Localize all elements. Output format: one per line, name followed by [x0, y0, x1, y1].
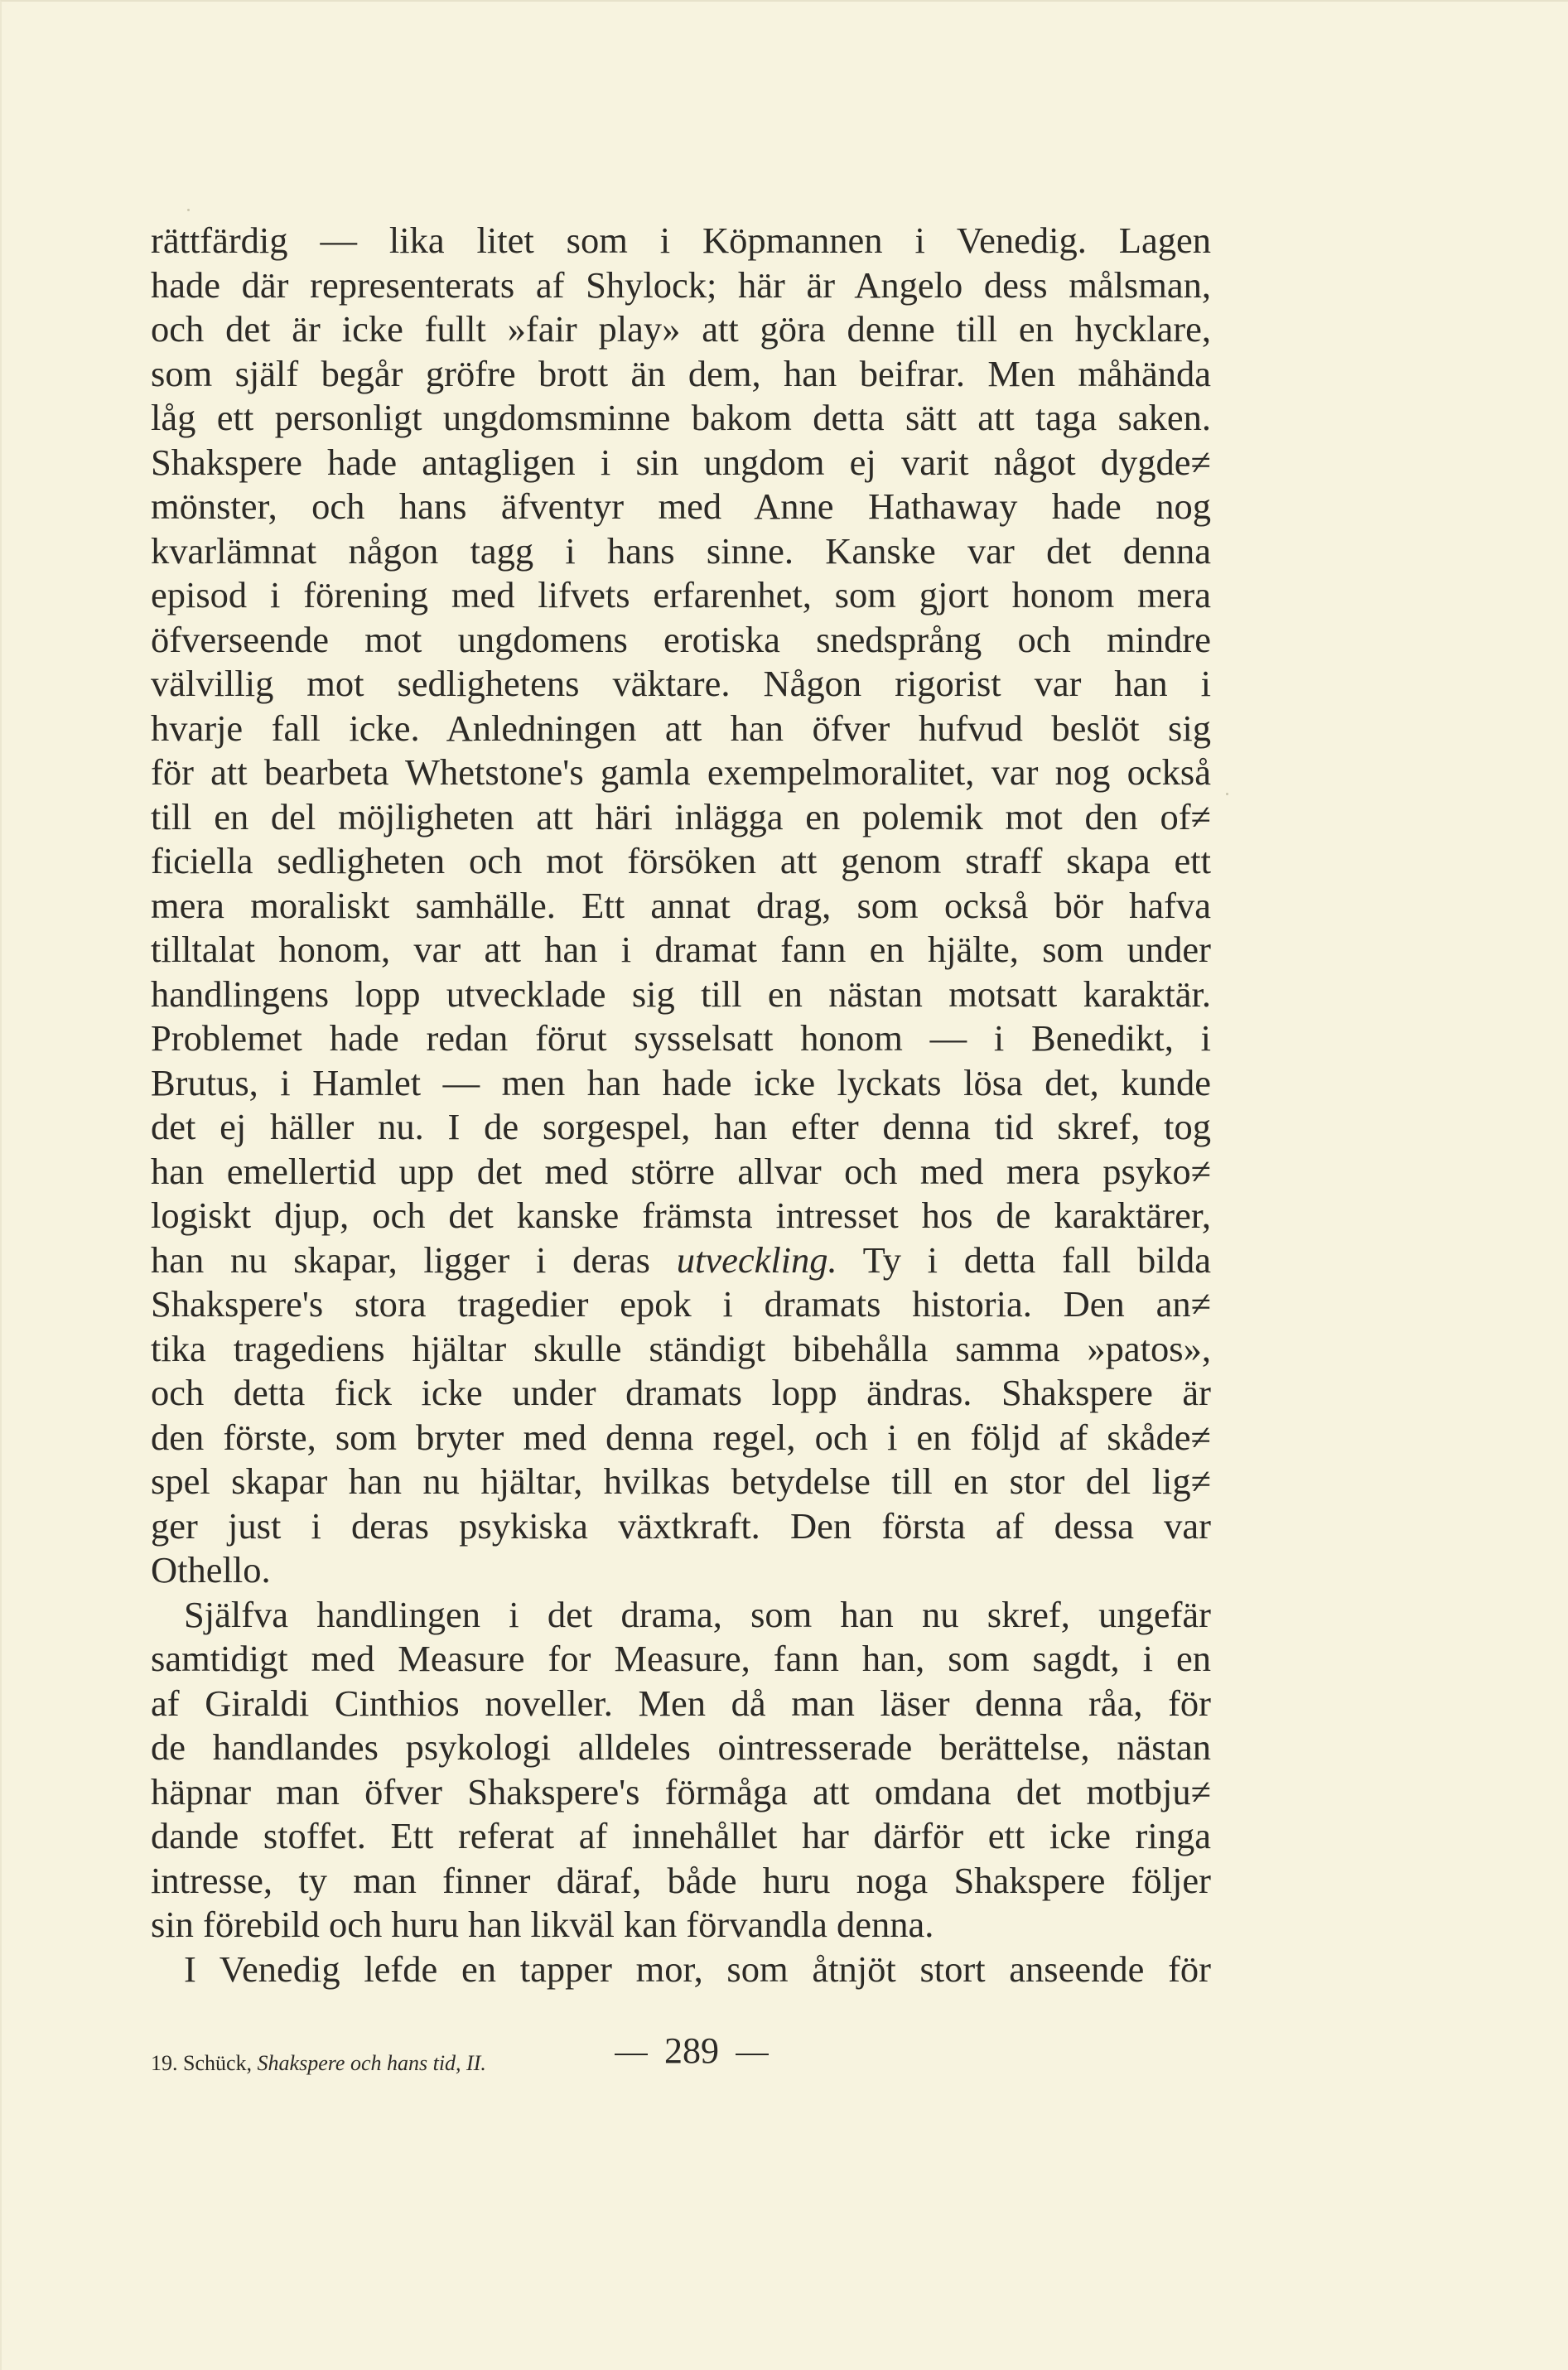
text-line: samtidigt med Measure for Measure, fann han, som sagdt, i en — [151, 1638, 1211, 1679]
text-line: sin förebild och huru han likväl kan förvandla denna. — [151, 1904, 934, 1945]
body-text — [151, 219, 1211, 1991]
text-line: tilltalat honom, var att han i dramat fann en hjälte, som under — [151, 929, 1211, 970]
text-line: som själf begår gröfre brott än dem, han beifrar. Men måhända — [151, 352, 1211, 394]
text-line: för att bearbeta Whetstone's gamla exempelmoralitet, var nog också — [151, 751, 1211, 793]
text-line: låg ett personligt ungdomsminne bakom detta sätt att taga saken. — [151, 397, 1211, 438]
text-line: dande stoffet. Ett referat af innehållet har därför ett icke ringa — [151, 1815, 1211, 1856]
paper-speck — [1226, 793, 1228, 795]
text-line: de handlandes psykologi alldeles ointresserade berättelse, nästan — [151, 1726, 1211, 1768]
text-line: öfverseende mot ungdomens erotiska snedsprång och mindre — [151, 618, 1211, 660]
text-line: af Giraldi Cinthios noveller. Men då man läser denna råa, för — [151, 1682, 1211, 1724]
page-footer — [151, 2030, 1211, 2079]
text-line: kvarlämnat någon tagg i hans sinne. Kanske var det denna — [151, 529, 1211, 572]
signature-title: Shakspere och hans tid, II. — [257, 2051, 486, 2075]
text-line: handlingens lopp utvecklade sig till en nästan motsatt karaktär. — [151, 973, 1211, 1015]
text-line: logiskt djup, och det kanske främsta intresset hos de karaktärer, — [151, 1195, 1211, 1236]
text-segment: Ty i detta fall bilda — [837, 1238, 1211, 1281]
text-line: Själfva handlingen i det drama, som han nu skref, ungefär — [184, 1593, 1211, 1635]
text-line: mönster, och hans äfventyr med Anne Hathaway hade nog — [151, 485, 1211, 527]
dash-right — [736, 2054, 769, 2055]
text-line: hade där representerats af Shylock; här är Angelo dess målsman, — [151, 263, 1211, 306]
text-line: rättfärdig — lika litet som i Köpmannen i Venedig. Lagen — [151, 220, 1211, 261]
text-line: och detta fick icke under dramats lopp ändras. Shakspere är — [151, 1372, 1211, 1413]
text-line: Shakspere hade antagligen i sin ungdom ej varit något dygde≠ — [151, 441, 1211, 483]
text-line: till en del möjligheten att häri inlägga en polemik mot den of≠ — [151, 795, 1211, 837]
text-line: episod i förening med lifvets erfarenhet, som gjort honom mera — [151, 574, 1211, 615]
page-number-group — [598, 2030, 785, 2072]
printer-signature — [151, 2051, 486, 2076]
page-number: 289 — [664, 2030, 719, 2071]
text-line: och det är icke fullt »fair play» att göra denne till en hycklare, — [151, 308, 1211, 350]
text-line: det ej häller nu. I de sorgespel, han efter denna tid skref, tog — [151, 1106, 1211, 1147]
text-line: den förste, som bryter med denna regel, och i en följd af skåde≠ — [151, 1416, 1211, 1458]
text-line: mera moraliskt samhälle. Ett annat drag, som också bör hafva — [151, 884, 1211, 926]
text-line: välvillig mot sedlighetens väktare. Någon rigorist var han i — [151, 663, 1211, 704]
text-line: spel skapar han nu hjältar, hvilkas betydelse till en stor del lig≠ — [151, 1460, 1211, 1502]
signature-number: 19. — [151, 2051, 178, 2075]
emphasis-word: utveckling. — [676, 1238, 837, 1281]
text-line: ger just i deras psykiska växtkraft. Den första af dessa var — [151, 1504, 1211, 1547]
text-segment: han nu skapar, ligger i deras — [151, 1238, 677, 1281]
text-line: häpnar man öfver Shakspere's förmåga att omdana det motbju≠ — [151, 1770, 1211, 1812]
text-line: tika tragediens hjältar skulle ständigt bibehålla samma »patos», — [151, 1327, 1211, 1369]
text-line: I Venedig lefde en tapper mor, som åtnjöt stort anseende för — [184, 1948, 1211, 1990]
text-line: ficiella sedligheten och mot försöken att genom straff skapa ett — [151, 840, 1211, 881]
text-line: Othello. — [151, 1549, 271, 1590]
dash-left — [615, 2054, 648, 2055]
text-line: han emellertid upp det med större allvar och med mera psyko≠ — [151, 1150, 1211, 1192]
text-line: intresse, ty man finner däraf, både huru noga Shakspere följer — [151, 1859, 1211, 1901]
text-line: Brutus, i Hamlet — men han hade icke lyckats lösa det, kunde — [151, 1061, 1211, 1103]
signature-author: Schück, — [183, 2051, 253, 2075]
text-line — [151, 1238, 1211, 1283]
paper-speck — [187, 209, 190, 211]
text-line: Problemet hade redan förut sysselsatt honom — i Benedikt, i — [151, 1017, 1211, 1059]
text-line: hvarje fall icke. Anledningen att han öfver hufvud beslöt sig — [151, 707, 1211, 749]
text-line: Shakspere's stora tragedier epok i dramats historia. Den an≠ — [151, 1283, 1211, 1325]
